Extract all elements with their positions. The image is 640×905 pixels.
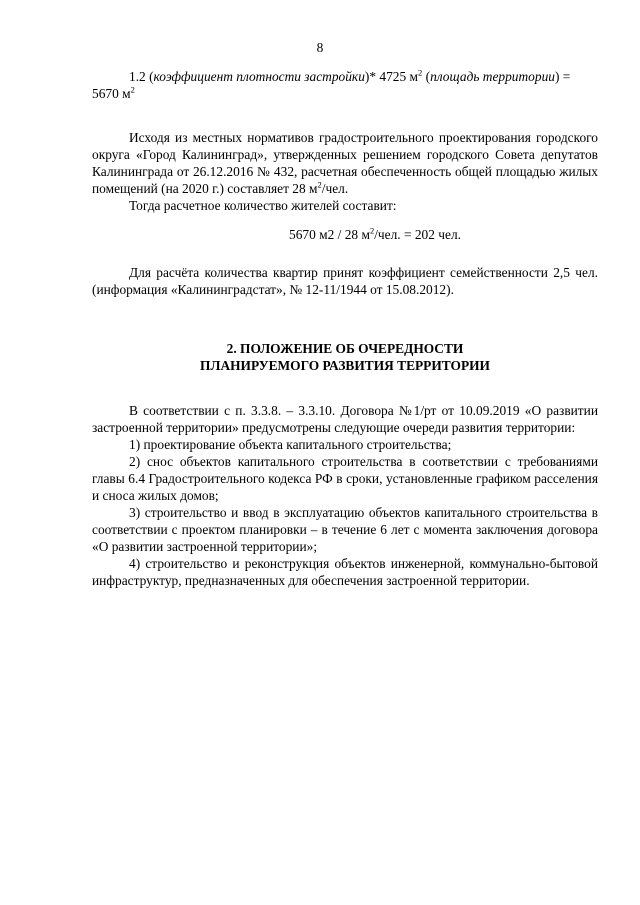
list-item: 1) проектирование объекта капитального строительства; [129,437,452,452]
list-item: 4) строительство и реконструкция объектов инженерной, коммунально-бытовой инфраструктур, предназначенных для обеспечения застроенной территории. [92,556,598,588]
residents-intro: Тогда расчетное количество жителей составит: [129,198,397,213]
apartments-paragraph: Для расчёта количества квартир принят коэффициент семейственности 2,5 чел. (информация «Калининградстат», № 12-11/1944 от 15.08.2012). [92,265,598,297]
norms-text: Исходя из местных нормативов градостроительного проектирования городского округа «Город Калининград», утвержденных решением городского Совета депутатов Калининграда от 26.12.2016 № 432, расчетная обеспеченность общей площадью жилых помещений (на 2020 г.) составляет 28 м [92,130,598,196]
calc-coef-label: коэффициент плотности застройки [153,69,365,84]
calc-area-label: площадь территории [430,69,555,84]
formula-right: /чел. = 202 чел. [374,227,462,242]
calc-coef-text: 1.2 ( [129,69,154,84]
norms-sup: 2 [317,179,322,190]
calc-equals: ) = [554,69,571,84]
list-item: 2) снос объектов капитального строительства в соответствии с требованиями главы 6.4 Градостроительного кодекса РФ в сроки, установленные графиком расселения и сноса жилых домов; [92,454,598,503]
residents-formula [92,226,598,243]
norms-tail: /чел. [321,181,349,196]
section-2-intro: В соответствии с п. 3.3.8. – 3.3.10. Договора №1/рт от 10.09.2019 «О развитии застроенной территории» предусмотрены следующие очереди развития территории: [92,403,598,435]
calc-open-paren: ( [422,69,431,84]
section-2-body [92,402,598,589]
calc-sup: 2 [418,67,423,78]
calc-result: 5670 м [92,86,131,101]
section-heading-line2: ПЛАНИРУЕМОГО РАЗВИТИЯ ТЕРРИТОРИИ [200,358,490,373]
calc-result-sup: 2 [130,84,135,95]
formula-left: 5670 м2 / 28 м [289,227,370,242]
page-number: 8 [316,40,324,55]
formula-sup: 2 [369,225,375,236]
norms-paragraph [92,129,598,197]
density-calculation [92,68,598,102]
calc-mul-text: )* 4725 м [364,69,418,84]
section-heading-line1: 2. ПОЛОЖЕНИЕ ОБ ОЧЕРЕДНОСТИ [226,341,464,356]
list-item: 3) строительство и ввод в эксплуатацию объектов капитального строительства в соответствии с проектом планировки – в течение 6 лет с момента заключения договора «О развитии застроенной территории»; [92,505,598,554]
section-heading [92,340,598,374]
document-body [92,68,598,589]
